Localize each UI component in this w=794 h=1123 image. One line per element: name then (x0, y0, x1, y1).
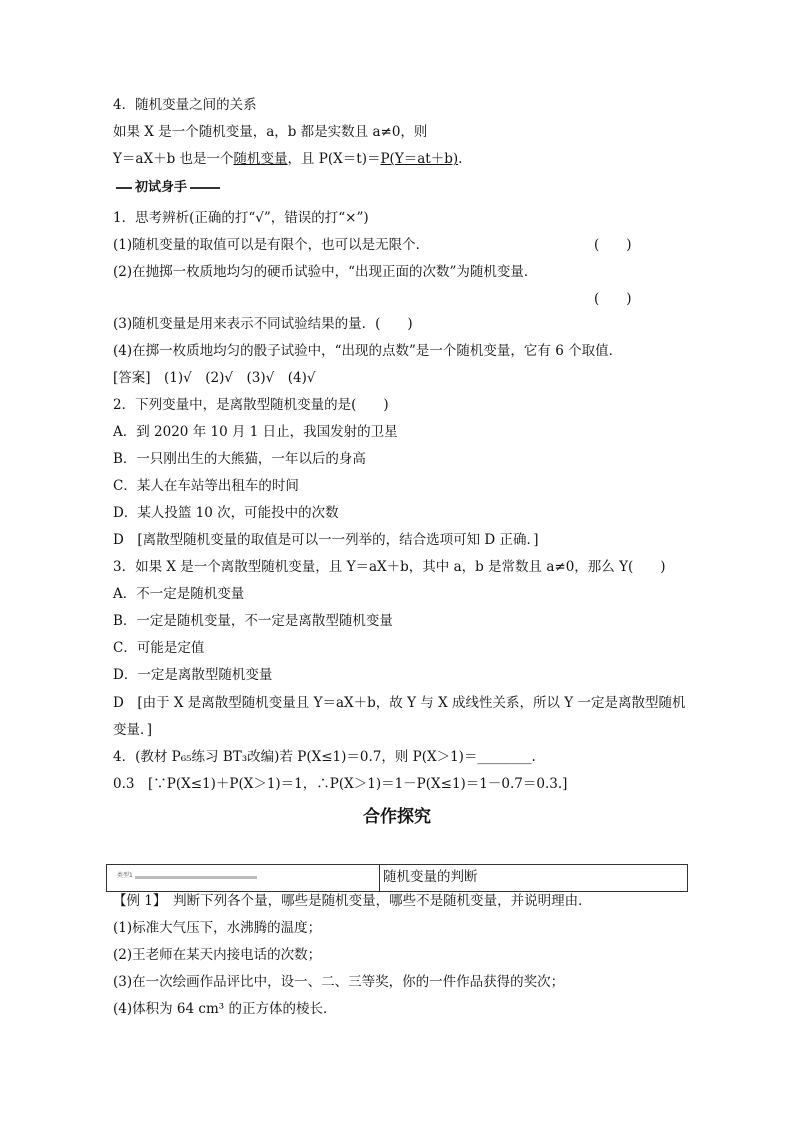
q2-option-a: A．到 2020 年 10 月 1 日止，我国发射的卫星 (113, 424, 398, 440)
example1-item3: (3)在一次绘画作品评比中，设一、二、三等奖，你的一件作品获得的奖次； (113, 974, 565, 990)
q4-stem: 4．(教材 P₆₅练习 BT₃改编)若 P(X≤1)＝0.7，则 P(X＞1)＝________. (113, 749, 536, 765)
section4-line2-post: . (458, 151, 463, 167)
q1-item2: (2)在抛掷一枚质地均匀的硬币试验中，“出现正面的次数”为随机变量． (113, 264, 538, 280)
example1-item1: (1)标准大气压下，水沸腾的温度； (113, 920, 322, 936)
q1-item4: (4)在掷一枚质地均匀的骰子试验中，“出现的点数”是一个随机变量，它有 6 个取值． (113, 343, 623, 359)
topic-title: 随机变量的判断 (383, 869, 478, 885)
q2-option-c: C．某人在车站等出租车的时间 (113, 478, 299, 494)
q3-stem: 3．如果 X 是一个离散型随机变量，且 Y＝aX＋b，其中 a，b 是常数且 a≠0，那么 Y( ) (113, 559, 666, 575)
topic-box-left-cell (107, 865, 380, 891)
section4-line1: 如果 X 是一个随机变量，a，b 都是实数且 a≠0，则 (113, 124, 428, 140)
q2-answer: D [离散型随机变量的取值是可以一一列举的，结合选项可知 D 正确．] (113, 532, 539, 548)
topic-box (106, 864, 688, 892)
q3-answer-line2: 变量．] (113, 722, 153, 738)
section4-line2 (113, 150, 462, 168)
q1-item2-paren: ( ) (594, 291, 632, 307)
section4-line2-mid: ，且 P(X＝t)＝ (287, 151, 381, 167)
q3-option-d: D．一定是离散型随机变量 (113, 667, 273, 683)
q3-option-b: B．一定是随机变量，不一定是离散型随机变量 (113, 613, 393, 629)
topic-tag (117, 873, 257, 882)
example1-item4: (4)体积为 64 cm³ 的正方体的棱长． (113, 1001, 337, 1017)
topic-tag-label: 类型1 (117, 872, 133, 879)
q3-option-a: A．不一定是随机变量 (113, 586, 245, 602)
section4-underline-answer2: P(Y＝at＋b) (380, 151, 459, 167)
section4-line2-pre: Y＝aX＋b 也是一个 (113, 151, 234, 167)
section4-title: 4．随机变量之间的关系 (113, 97, 257, 113)
q3-answer-line1: D [由于 X 是离散型随机变量且 Y＝aX＋b，故 Y 与 X 成线性关系，所以 Y 一定是离散型随机 (113, 695, 686, 711)
section4-underline-answer1: 随机变量 (233, 151, 288, 167)
q1-item1-paren: ( ) (594, 237, 632, 253)
section-badge (116, 180, 220, 196)
q2-stem: 2．下列变量中，是离散型随机变量的是( ) (113, 397, 389, 413)
q1-item3: (3)随机变量是用来表示不同试验结果的量．( ) (113, 316, 413, 332)
badge-label: 初试身手 (132, 179, 190, 197)
example1-item2: (2)王老师在某天内接电话的次数； (113, 947, 322, 963)
q4-answer: 0.3 [∵P(X≤1)＋P(X＞1)＝1，∴P(X＞1)＝1－P(X≤1)＝1－0.7＝0.3.] (113, 776, 568, 792)
q3-option-c: C．可能是定值 (113, 640, 205, 656)
topic-tag-strip (117, 876, 257, 879)
q2-option-b: B．一只刚出生的大熊猫，一年以后的身高 (113, 451, 366, 467)
q2-option-d: D．某人投篮 10 次，可能投中的次数 (113, 505, 339, 521)
q1-answer: [答案] (1)√ (2)√ (3)√ (4)√ (113, 370, 316, 386)
section-heading: 合作探究 (363, 807, 431, 827)
example1-stem: 【例 1】 判断下列各个量，哪些是随机变量，哪些不是随机变量，并说明理由． (113, 893, 592, 909)
q1-stem: 1．思考辨析(正确的打“√”，错误的打“×”) (113, 210, 369, 226)
q1-item1: (1)随机变量的取值可以是有限个，也可以是无限个． (113, 237, 430, 253)
